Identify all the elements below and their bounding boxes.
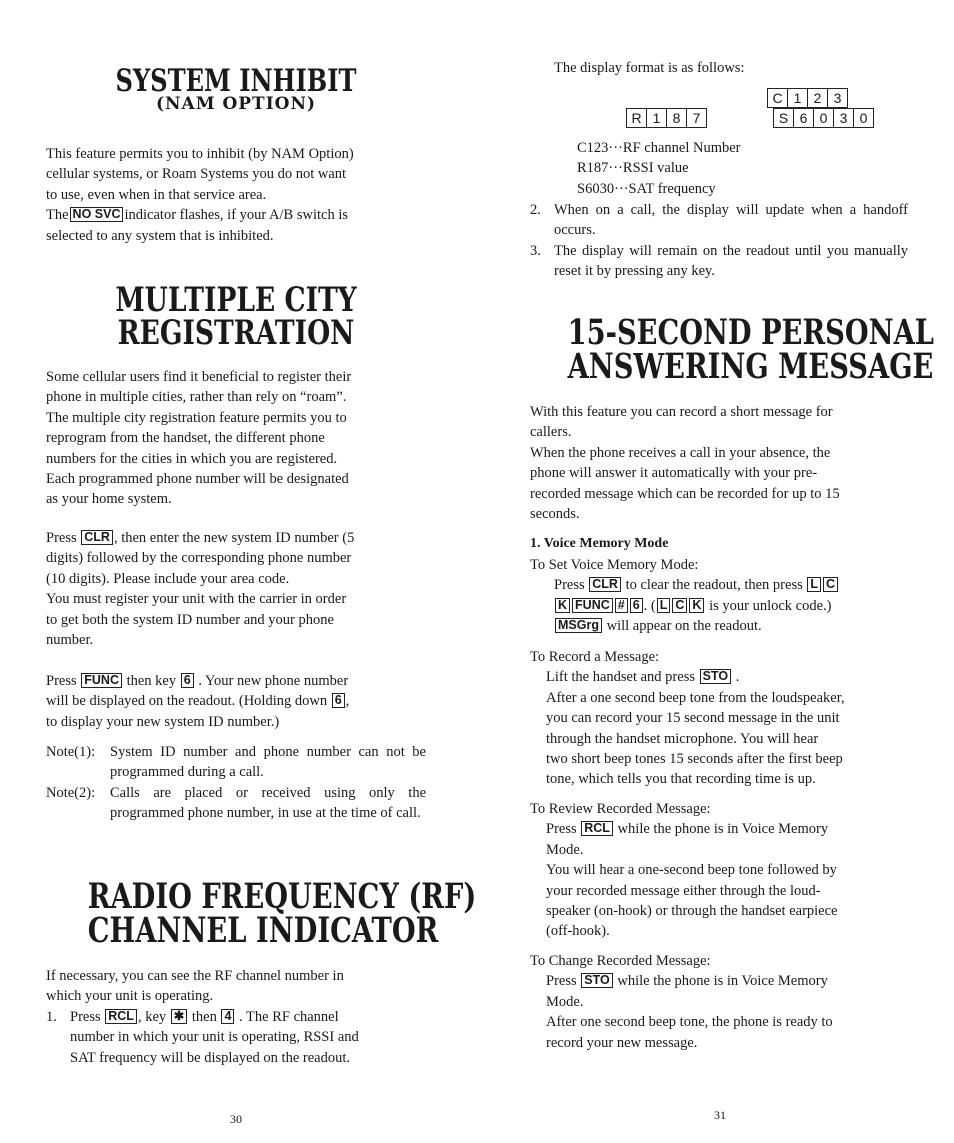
display-items (530, 200, 908, 282)
lcd-digit: 2 (808, 89, 828, 107)
text-line: you can record your 15 second message in the unit (546, 710, 840, 727)
subsection-title: To Review Recorded Message: (530, 801, 711, 817)
lcd-digit: 0 (814, 109, 834, 127)
text-line (554, 575, 908, 595)
text: to clear the readout, then press (625, 577, 803, 594)
subsection-title: To Record a Message: (530, 649, 660, 665)
text-line: to get both the system ID number and your phone (46, 611, 334, 628)
no-svc-key: NO SVC (70, 207, 124, 222)
text: Press (546, 973, 577, 990)
review-message (530, 799, 908, 942)
text-line: which your unit is operating. (46, 988, 214, 1005)
text-line: cellular systems, or Roam Systems you do not want (46, 166, 347, 183)
note-text: Calls are placed or received using only the programmed phone number, in use at the time of call. (110, 784, 426, 822)
text-line: The multiple city registration feature permits you to (46, 409, 347, 426)
six-key: 6 (332, 693, 345, 708)
lcd-digit: 6 (794, 109, 814, 127)
item-number: 3. (530, 242, 541, 259)
text-line (546, 667, 908, 687)
lcd-left-block (626, 108, 707, 128)
text-line: seconds. (530, 506, 580, 523)
text-line: selected to any system that is inhibited. (46, 227, 274, 244)
system-inhibit-body (46, 144, 426, 246)
text: . (735, 669, 740, 686)
text-line: through the handset microphone. You will hear (546, 730, 819, 747)
record-steps (530, 667, 908, 789)
text-line: If necessary, you can see the RF channel number in (46, 968, 344, 984)
c-key: C (823, 577, 838, 592)
text-line: When the phone receives a call in your absence, the (530, 444, 831, 461)
text-line: You will hear a one-second beep tone followed by (546, 862, 837, 879)
lcd-sat-readout (773, 108, 874, 128)
text-line (70, 1007, 426, 1027)
text: will appear on the readout. (606, 618, 762, 635)
four-key: 4 (221, 1009, 234, 1024)
lcd-channel-readout (767, 88, 848, 108)
note-label: Note(2): (46, 784, 96, 801)
text: while the phone is in Voice Memory (617, 821, 829, 838)
set-voice-memory (530, 555, 908, 637)
system-inhibit-heading (46, 64, 426, 114)
multiple-city-title-2: REGISTRATION (117, 313, 355, 353)
text-line: Mode. (546, 993, 584, 1010)
item-body (70, 1007, 426, 1068)
text: , key (137, 1008, 167, 1025)
text: will be displayed on the readout. (Holding down (46, 693, 328, 710)
definition: R187···RSSI value (577, 160, 689, 177)
change-steps (530, 971, 908, 1053)
text-line: number in which your unit is operating, RSSI and (70, 1029, 359, 1046)
lcd-digit: 8 (667, 109, 687, 127)
change-message (530, 951, 908, 1053)
note-2 (46, 783, 426, 824)
system-inhibit-subtitle: (NAM OPTION) (155, 94, 317, 114)
set-steps (530, 575, 908, 636)
rf-heading (46, 876, 477, 951)
display-definitions (577, 138, 741, 199)
text: Press (70, 1008, 101, 1025)
multiple-city-title-1: MULTIPLE CITY (115, 280, 357, 320)
text-line: callers. (530, 424, 572, 441)
text: Press (546, 821, 577, 838)
rf-title-1: RADIO FREQUENCY (RF) (87, 876, 477, 917)
text-line: phone in multiple cities, rather than rely on “roam”. (46, 389, 347, 406)
lcd-digit: 3 (834, 109, 854, 127)
text-line: two short beep tones 15 seconds after the first beep (546, 751, 843, 768)
note-label: Note(1): (46, 744, 96, 760)
text-line (46, 205, 426, 225)
answering-heading (530, 312, 934, 387)
multiple-city-notes (46, 742, 426, 824)
text: Press (46, 530, 77, 546)
text: . Your new phone number (198, 673, 349, 689)
rf-item-1 (46, 1007, 426, 1068)
record-message (530, 647, 908, 790)
definition: S6030···SAT frequency (577, 180, 716, 197)
multiple-city-para-1 (46, 367, 426, 510)
answering-title-2: ANSWERING MESSAGE (567, 346, 934, 387)
text-line: to display your new system ID number.) (46, 713, 280, 730)
system-inhibit-title: SYSTEM INHIBIT (115, 63, 357, 99)
item-number: 1. (46, 1008, 57, 1025)
text: The (46, 207, 69, 224)
l-key: L (807, 577, 821, 592)
list-item (530, 200, 908, 241)
text: indicator flashes, if your A/B switch is (124, 207, 348, 224)
msgrg-indicator: MSGrg (555, 618, 602, 633)
text-line: number. (46, 632, 94, 649)
multiple-city-heading (46, 280, 426, 353)
item-number: 2. (530, 202, 541, 218)
note-1 (46, 742, 426, 783)
text-line: (10 digits). Please include your area code. (46, 570, 290, 587)
text: while the phone is in Voice Memory (617, 973, 828, 990)
text: then (191, 1008, 217, 1025)
clr-key: CLR (589, 577, 621, 592)
lcd-top-row (767, 88, 848, 108)
text: Press (46, 673, 77, 689)
text: . ( (643, 597, 656, 614)
text: then key (126, 673, 177, 689)
lcd-digit: C (768, 89, 788, 107)
func-key: FUNC (81, 673, 122, 688)
subsection-title: To Set Voice Memory Mode: (530, 557, 699, 573)
lcd-rssi-readout (626, 108, 707, 128)
rcl-key: RCL (581, 821, 613, 836)
k-key: K (555, 598, 570, 613)
c-key: C (672, 598, 687, 613)
text-line: After a one second beep tone from the loudspeaker, (546, 689, 845, 706)
voice-memory-heading: 1. Voice Memory Mode (530, 536, 669, 551)
text-line: This feature permits you to inhibit (by NAM Option) (46, 146, 354, 162)
text-line: Mode. (546, 841, 584, 858)
text: Press (554, 577, 585, 594)
text-line: record your new message. (546, 1034, 698, 1051)
text-line: You must register your unit with the carrier in order (46, 591, 347, 608)
answering-title-1: 15-SECOND PERSONAL (567, 312, 934, 353)
text-line: reprogram from the handset, the different phone (46, 430, 325, 447)
display-format-intro: The display format is as follows: (554, 60, 745, 76)
lcd-digit: 3 (833, 90, 842, 106)
text-line (530, 596, 908, 616)
text: is your unlock code.) (709, 597, 832, 614)
text-line: Some cellular users find it beneficial to register their (46, 369, 352, 385)
text-line: (off-hook). (546, 923, 610, 940)
multiple-city-para-3 (46, 671, 426, 732)
lcd-digit: 1 (788, 89, 808, 107)
text-line (554, 616, 908, 636)
text: , (345, 693, 350, 710)
text: Lift the handset and press (546, 669, 695, 686)
text-line: SAT frequency will be displayed on the readout. (70, 1049, 350, 1066)
text-line: Each programmed phone number will be designated (46, 471, 349, 488)
review-steps (530, 819, 908, 941)
text: . The RF channel (239, 1008, 339, 1025)
sto-key: STO (700, 669, 731, 684)
sto-key: STO (581, 973, 612, 988)
text-line (46, 691, 426, 711)
text-line: recorded message which can be recorded for up to 15 (530, 485, 840, 502)
list-item (530, 241, 908, 282)
text-line: numbers for the cities in which you are registered. (46, 450, 338, 467)
l-key: L (657, 598, 671, 613)
text-line: as your home system. (46, 491, 172, 508)
star-key: ✱ (171, 1009, 187, 1024)
func-key: FUNC (572, 598, 613, 613)
text: , then enter the new system ID number (5 (113, 530, 355, 546)
text-line: tone, which tells you that recording time is up. (546, 771, 816, 788)
note-text: System ID number and phone number can not be programmed during a call. (110, 744, 426, 781)
text-line: to use, even when in that service area. (46, 186, 267, 203)
rf-body (46, 966, 426, 1068)
rcl-key: RCL (105, 1009, 137, 1024)
six-key: 6 (181, 673, 194, 688)
text-line: phone will answer it automatically with your pre- (530, 465, 818, 482)
text-line: digits) followed by the corresponding phone number (46, 550, 352, 567)
page-number: 31 (714, 1108, 726, 1122)
text-line (546, 819, 908, 839)
six-key: 6 (630, 598, 643, 613)
text-line (46, 671, 426, 691)
text-line: After one second beep tone, the phone is ready to (546, 1014, 833, 1031)
lcd-digit: S (774, 109, 794, 127)
definition: C123···RF channel Number (577, 140, 741, 156)
item-text: The display will remain on the readout until you manually reset it by pressing any key. (554, 242, 908, 280)
text-line (546, 971, 908, 991)
text-line: With this feature you can record a short message for (530, 404, 833, 420)
text-line: your recorded message either through the loud- (546, 882, 821, 899)
text-line (46, 528, 426, 548)
rf-title-2: CHANNEL INDICATOR (87, 910, 439, 951)
clr-key: CLR (81, 530, 113, 545)
hash-key: # (615, 598, 628, 613)
k-key: K (689, 598, 704, 613)
lcd-digit: 7 (692, 110, 701, 126)
multiple-city-para-2 (46, 528, 426, 650)
lcd-digit: R (627, 109, 647, 127)
text-line: speaker (on-hook) or through the handset earpiece (546, 903, 838, 920)
item-text: When on a call, the display will update when a handoff occurs. (554, 202, 908, 239)
lcd-digit: 1 (647, 109, 667, 127)
lcd-digit: 0 (859, 110, 868, 126)
lcd-right-block (773, 108, 874, 128)
answering-intro (530, 402, 908, 524)
subsection-title: To Change Recorded Message: (530, 953, 711, 969)
page-number: 30 (230, 1112, 242, 1126)
